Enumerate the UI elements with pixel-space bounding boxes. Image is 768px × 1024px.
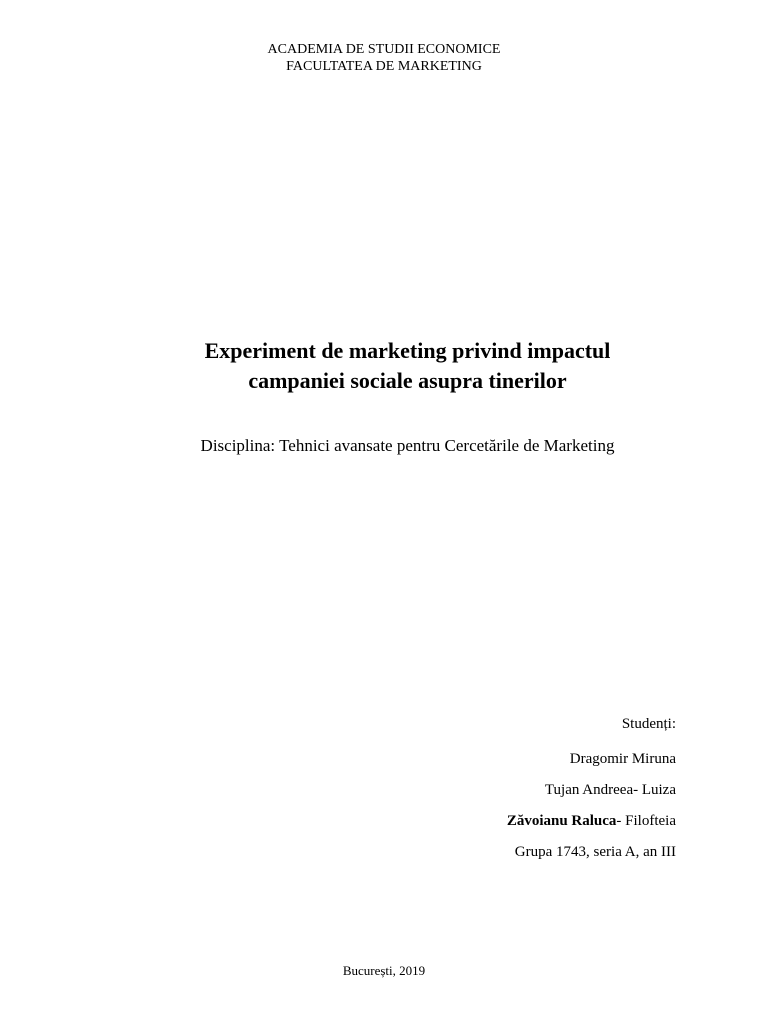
place-and-year: București, 2019 — [342, 963, 426, 978]
students-block — [507, 714, 676, 873]
students-heading: Studenți: — [621, 716, 676, 732]
discipline-line: Disciplina: Tehnici avansate pentru Cercetările de Marketing — [200, 436, 615, 455]
document-title-line-1: Experiment de marketing privind impactul — [204, 338, 611, 363]
student-name — [507, 811, 676, 842]
institution-name: ACADEMIA DE STUDII ECONOMICE — [267, 42, 501, 57]
student-group: Grupa 1743, seria A, an III — [514, 844, 676, 860]
faculty-name: FACULTATEA DE MARKETING — [286, 59, 482, 74]
document-title-line-2: campaniei sociale asupra tinerilor — [248, 368, 567, 393]
student-given-name: - Filofteia — [616, 813, 676, 829]
student-name: Dragomir Miruna — [569, 751, 676, 767]
student-name: Tujan Andreea- Luiza — [544, 782, 676, 798]
student-surname-bold: Zăvoianu Raluca — [506, 813, 617, 829]
